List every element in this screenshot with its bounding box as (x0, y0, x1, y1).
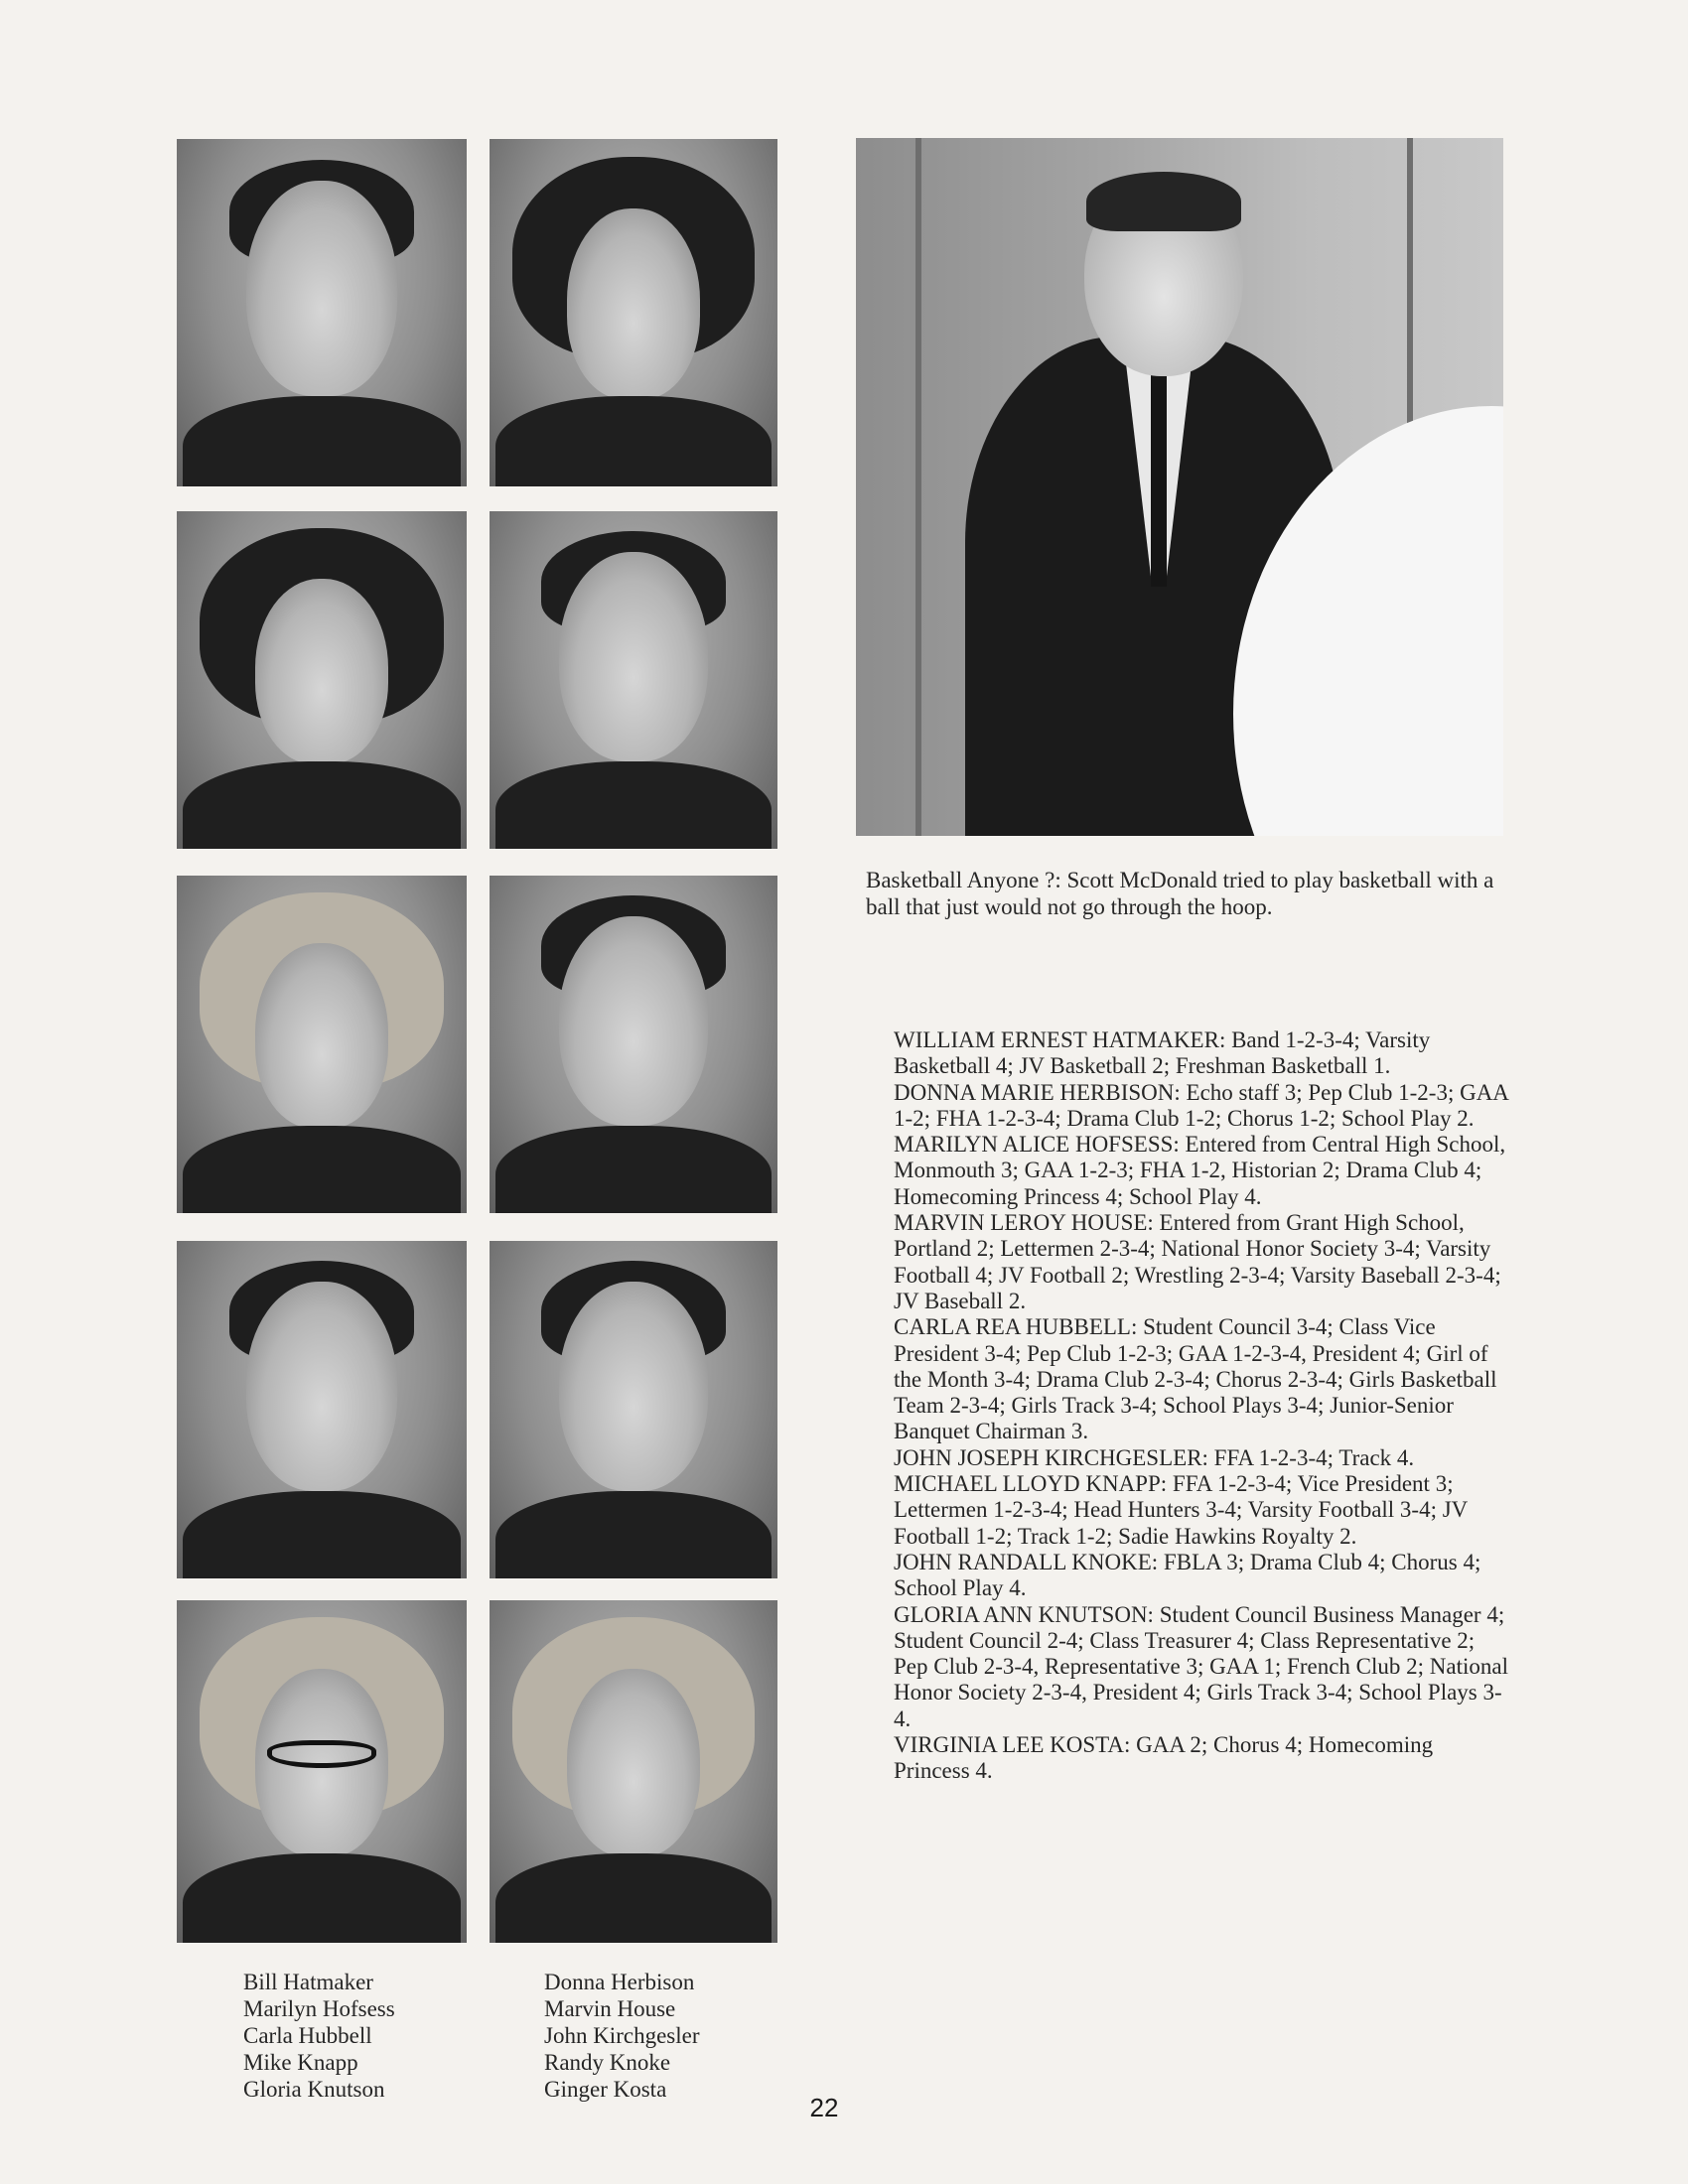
portrait-suit (495, 396, 772, 486)
portrait-face (246, 1282, 397, 1491)
portrait-gloria-knutson (177, 1600, 467, 1943)
student-name: John Kirchgesler (544, 2023, 700, 2048)
bio-entry: MARVIN LEROY HOUSE: Entered from Grant High School, Portland 2; Lettermen 2-3-4; National Honor Society 3-4; Varsity Football 4; JV Football 2; Wrestling 2-3-4; Varsity Baseball 2-3-4; JV Baseball 2. (894, 1210, 1501, 1313)
name-list-right (544, 1969, 700, 2103)
portrait-john-kirchgesler (490, 876, 777, 1213)
wall-edge (915, 138, 921, 836)
man-tie (1151, 358, 1167, 587)
portrait-bill-hatmaker (177, 139, 467, 486)
portrait-suit (495, 1126, 772, 1213)
portrait-face (559, 552, 709, 761)
portrait-suit (495, 761, 772, 849)
portrait-donna-herbison (490, 139, 777, 486)
bio-entry: MARILYN ALICE HOFSESS: Entered from Central High School, Monmouth 3; GAA 1-2-3; FHA 1-2, Historian 2; Drama Club 4; Homecoming Princess 4; School Play 4. (894, 1132, 1506, 1209)
student-name: Marvin House (544, 1996, 676, 2021)
student-name: Gloria Knutson (243, 2077, 385, 2102)
student-name: Marilyn Hofsess (243, 1996, 395, 2021)
bio-entry: MICHAEL LLOYD KNAPP: FFA 1-2-3-4; Vice President 3; Lettermen 1-2-3-4; Head Hunters 3-4; Varsity Football 3-4; JV Football 1-2; Track 1-2; Sadie Hawkins Royalty 2. (894, 1471, 1468, 1549)
portrait-face (567, 208, 699, 400)
name-list-left (243, 1969, 395, 2103)
photo-caption: Basketball Anyone ?: Scott McDonald tried to play basketball with a ball that just would not go through the hoop. (866, 868, 1494, 919)
portrait-marilyn-hofsess (177, 511, 467, 849)
student-name: Ginger Kosta (544, 2077, 667, 2102)
portrait-face (559, 1282, 709, 1491)
glasses-icon (267, 1740, 377, 1768)
bio-entry: DONNA MARIE HERBISON: Echo staff 3; Pep Club 1-2-3; GAA 1-2; FHA 1-2-3-4; Drama Club 1-2; Chorus 1-2; School Play 2. (894, 1079, 1508, 1131)
bio-entry: GLORIA ANN KNUTSON: Student Council Business Manager 4; Student Council 2-4; Class Treasurer 4; Class Representative 2; Pep Club 2-3-4, Representative 3; GAA 1; French Club 2; National Honor Society 2-3-4, President 4; Girls Track 3-4; School Plays 3-4. (894, 1601, 1508, 1731)
portrait-suit (183, 396, 461, 486)
man-hair (1086, 172, 1241, 231)
portrait-face (567, 1669, 699, 1857)
portrait-suit (495, 1853, 772, 1943)
portrait-suit (183, 1853, 461, 1943)
student-name: Carla Hubbell (243, 2023, 372, 2048)
student-name: Mike Knapp (243, 2050, 358, 2075)
bio-entry: JOHN RANDALL KNOKE: FBLA 3; Drama Club 4; Chorus 4; School Play 4. (894, 1549, 1481, 1601)
candid-basketball-photo (856, 138, 1503, 836)
portrait-suit (495, 1491, 772, 1578)
bio-entry: WILLIAM ERNEST HATMAKER: Band 1-2-3-4; Varsity Basketball 4; JV Basketball 2; Freshman Basketball 1. (894, 1027, 1431, 1079)
bio-entry: JOHN JOSEPH KIRCHGESLER: FFA 1-2-3-4; Track 4. (894, 1444, 1415, 1470)
student-name: Donna Herbison (544, 1970, 695, 1994)
senior-bios (894, 1027, 1509, 1785)
bio-entry: CARLA REA HUBBELL: Student Council 3-4; Class Vice President 3-4; Pep Club 1-2-3; GAA 1-2-3-4, President 4; Girl of the Month 3-4; Drama Club 2-3-4; Chorus 2-3-4; Girls Basketball Team 2-3-4; Girls Track 3-4; School Plays 3-4; Junior-Senior Banquet Chairman 3. (894, 1314, 1497, 1444)
portrait-suit (183, 761, 461, 849)
portrait-marvin-house (490, 511, 777, 849)
portrait-face (246, 181, 397, 396)
portrait-carla-hubbell (177, 876, 467, 1213)
portrait-randy-knoke (490, 1241, 777, 1578)
portrait-suit (183, 1126, 461, 1213)
bio-entry: VIRGINIA LEE KOSTA: GAA 2; Chorus 4; Homecoming Princess 4. (894, 1732, 1434, 1784)
portrait-face (559, 916, 709, 1126)
portrait-ginger-kosta (490, 1600, 777, 1943)
student-name: Bill Hatmaker (243, 1970, 373, 1994)
portrait-face (255, 579, 388, 764)
portrait-mike-knapp (177, 1241, 467, 1578)
student-name: Randy Knoke (544, 2050, 671, 2075)
page-number: 22 (809, 2093, 839, 2122)
portrait-suit (183, 1491, 461, 1578)
portrait-face (255, 943, 388, 1129)
